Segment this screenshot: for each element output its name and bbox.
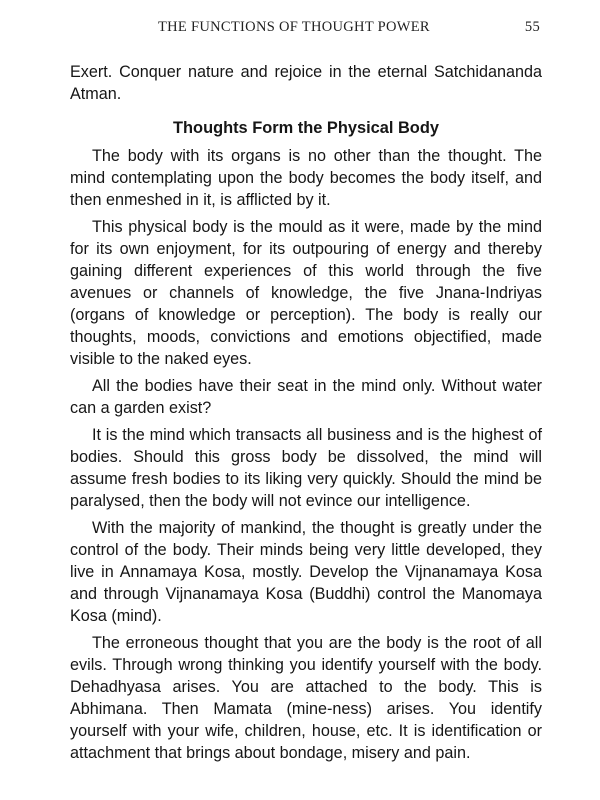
section-heading: Thoughts Form the Physical Body xyxy=(173,119,439,137)
continued-paragraph: Exert. Conquer nature and rejoice in the eternal Satchidananda Atman. xyxy=(70,63,542,103)
page-number: 55 xyxy=(524,19,540,35)
paragraph: The body with its organs is no other than the thought. The mind contemplating upon the body becomes the body itself, and then enmeshed in it, is afflicted by it. xyxy=(70,147,542,209)
paragraph: The erroneous thought that you are the body is the root of all evils. Through wrong thinking you identify yourself with the body. Dehadhyasa arises. You are attached to the body. This is Abhimana. Then Mamata (mine-ness) arises. You identify yourself with your wife, children, house, etc. It is identification or attachment that brings about bondage, misery and pain. xyxy=(70,634,542,762)
page-body xyxy=(70,61,542,764)
paragraph: This physical body is the mould as it were, made by the mind for its own enjoyment, for its outpouring of energy and thereby gaining different experiences of this world through the five avenues or channels of knowledge, the five Jnana-Indriyas (organs of knowledge or perception). The body is really our thoughts, moods, convictions and emotions objectified, made visible to the naked eyes. xyxy=(70,218,542,368)
paragraph: It is the mind which transacts all business and is the highest of bodies. Should this gross body be dissolved, the mind will assume fresh bodies to its liking very quickly. Should the mind be paralysed, then the body will not evince our intelligence. xyxy=(70,426,542,510)
paragraph: With the majority of mankind, the thought is greatly under the control of the body. Their minds being very little developed, they live in Annamaya Kosa, mostly. Develop the Vijnanamaya Kosa and through Vijnanamaya Kosa (Buddhi) control the Manomaya Kosa (mind). xyxy=(70,519,542,625)
paragraph: All the bodies have their seat in the mind only. Without water can a garden exist? xyxy=(70,377,542,417)
running-header-title: THE FUNCTIONS OF THOUGHT POWER xyxy=(158,19,430,35)
